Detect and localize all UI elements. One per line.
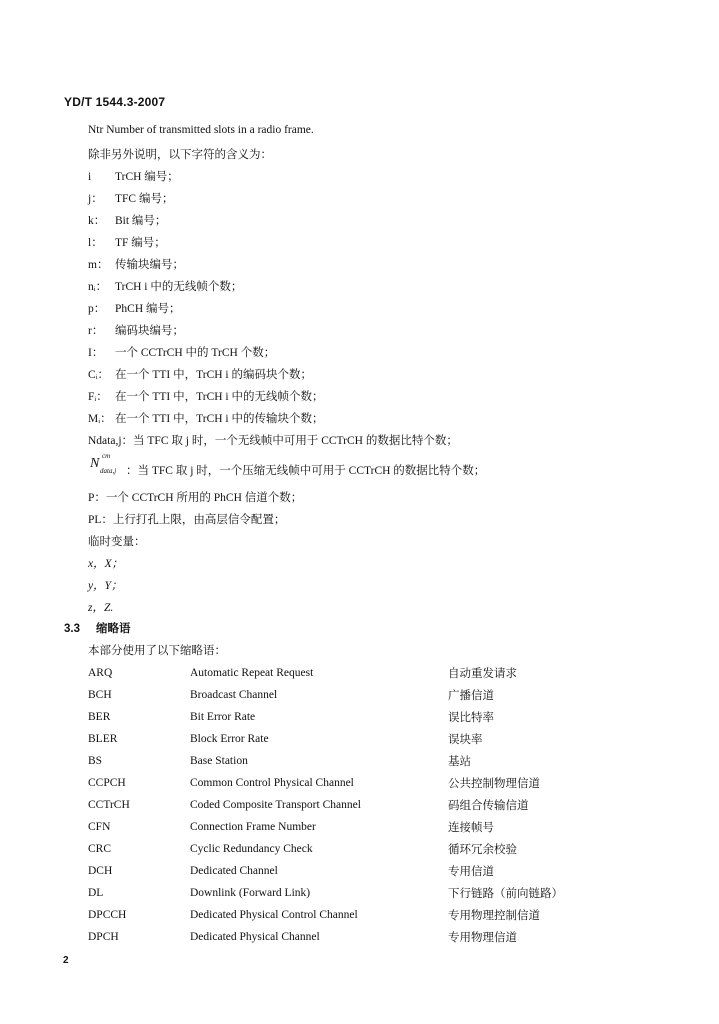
definition-pl: PL：上行打孔上限，由高层信令配置； (88, 514, 286, 526)
abbr-cell: CRC (88, 843, 112, 855)
english-cell: Block Error Rate (190, 733, 269, 745)
table-row (88, 816, 648, 838)
definition-symbol: k： (88, 215, 106, 227)
table-row (88, 772, 648, 794)
definition-item (88, 410, 324, 426)
definition-item (88, 168, 179, 184)
english-cell: Dedicated Physical Channel (190, 931, 320, 943)
chinese-cell: 码组合传输信道 (448, 800, 529, 812)
ntr-definition: Ntr Number of transmitted slots in a radio frame. (88, 124, 314, 136)
table-row (88, 662, 648, 684)
chinese-cell: 循环冗余校验 (448, 844, 517, 856)
table-row (88, 706, 648, 728)
chinese-cell: 专用物理信道 (448, 932, 517, 944)
english-cell: Automatic Repeat Request (190, 667, 314, 679)
temp-variable-x: x，X； (88, 558, 124, 570)
definition-symbol: Fᵢ： (88, 391, 108, 403)
english-cell: Cyclic Redundancy Check (190, 843, 313, 855)
english-cell: Broadcast Channel (190, 689, 278, 701)
section-number: 3.3 (64, 623, 80, 635)
abbr-cell: CCTrCH (88, 799, 130, 811)
definition-symbol: j： (88, 193, 103, 205)
section-intro: 本部分使用了以下缩略语： (88, 645, 226, 657)
definition-item (88, 388, 324, 404)
table-row (88, 750, 648, 772)
definition-item (88, 278, 242, 294)
english-cell: Connection Frame Number (190, 821, 316, 833)
definition-text: 当 TFC 取 j 时，一个无线帧中可用于 CCTrCH 的数据比特个数； (133, 435, 458, 447)
definitions-intro: 除非另外说明，以下字符的含义为： (88, 149, 272, 161)
abbreviation-table (88, 662, 648, 948)
page-number: 2 (63, 955, 69, 966)
definition-text: 在一个 TTI 中，TrCH i 中的传输块个数； (115, 413, 324, 425)
definition-text: 编码块编号； (115, 325, 184, 337)
english-cell: Coded Composite Transport Channel (190, 799, 361, 811)
definition-p: P：一个 CCTrCH 所用的 PhCH 信道个数； (88, 492, 303, 504)
abbr-cell: BLER (88, 733, 118, 745)
abbr-cell: BCH (88, 689, 112, 701)
section-heading (64, 620, 131, 636)
table-row (88, 728, 648, 750)
chinese-cell: 广播信道 (448, 690, 494, 702)
chinese-cell: 误块率 (448, 734, 483, 746)
table-row (88, 926, 648, 948)
definition-item (88, 256, 184, 272)
definition-text: TrCH 编号； (115, 171, 179, 183)
english-cell: Bit Error Rate (190, 711, 256, 723)
temp-variable-y: y，Y； (88, 580, 123, 592)
chinese-cell: 专用物理控制信道 (448, 910, 540, 922)
chinese-cell: 误比特率 (448, 712, 494, 724)
chinese-cell: 公共控制物理信道 (448, 778, 540, 790)
abbr-cell: BER (88, 711, 111, 723)
definition-text: PhCH 编号； (115, 303, 181, 315)
document-header: YD/T 1544.3-2007 (64, 95, 166, 109)
definition-text: 在一个 TTI 中，TrCH i 中的无线帧个数； (115, 391, 324, 403)
abbr-cell: BS (88, 755, 103, 767)
definition-symbol: Mᵢ： (88, 413, 112, 425)
chinese-cell: 专用信道 (448, 866, 494, 878)
definition-text: 在一个 TTI 中，TrCH i 的编码块个数； (115, 369, 312, 381)
definition-text: TFC 编号； (115, 193, 174, 205)
definition-text: 传输块编号； (115, 259, 184, 271)
definition-symbol: r： (88, 325, 104, 337)
table-row (88, 860, 648, 882)
definition-symbol: p： (88, 303, 106, 315)
abbr-cell: ARQ (88, 667, 113, 679)
abbr-cell: DCH (88, 865, 113, 877)
abbr-cell: CCPCH (88, 777, 126, 789)
abbr-cell: DPCH (88, 931, 119, 943)
chinese-cell: 连接帧号 (448, 822, 494, 834)
section-title: 缩略语 (96, 623, 131, 635)
abbr-cell: DPCCH (88, 909, 127, 921)
table-row (88, 904, 648, 926)
english-cell: Base Station (190, 755, 248, 767)
definition-symbol: nᵢ： (88, 281, 108, 293)
english-cell: Common Control Physical Channel (190, 777, 354, 789)
abbr-cell: DL (88, 887, 104, 899)
chinese-cell: 基站 (448, 756, 471, 768)
definition-symbol: m： (88, 259, 109, 271)
temp-variables-label: 临时变量： (88, 536, 146, 548)
definition-item (88, 212, 166, 228)
definition-item (88, 366, 312, 382)
definition-text: TrCH i 中的无线帧个数； (115, 281, 243, 293)
definition-symbol: Cᵢ： (88, 369, 110, 381)
definition-symbol: i (88, 171, 92, 183)
definition-item (88, 190, 173, 206)
definition-text: Bit 编号； (115, 215, 167, 227)
definition-item (88, 432, 458, 448)
abbr-cell: CFN (88, 821, 111, 833)
english-cell: Downlink (Forward Link) (190, 887, 311, 899)
definition-symbol: Ndata,j： (88, 435, 134, 447)
temp-variable-z: z，Z. (88, 602, 114, 614)
definition-item (88, 344, 275, 360)
definition-text: TF 编号； (115, 237, 166, 249)
table-row (88, 838, 648, 860)
definition-item-compressed (88, 452, 486, 478)
table-row (88, 794, 648, 816)
chinese-cell: 自动重发请求 (448, 668, 517, 680)
definition-item (88, 234, 166, 250)
table-row (88, 882, 648, 904)
chinese-cell: 下行链路（前向链路） (448, 888, 563, 900)
english-cell: Dedicated Channel (190, 865, 278, 877)
definition-symbol: l： (88, 237, 103, 249)
definition-text: 一个 CCTrCH 中的 TrCH 个数； (115, 347, 276, 359)
compressed-symbol: N cm data,j (90, 452, 117, 475)
table-row (88, 684, 648, 706)
definition-item (88, 300, 181, 316)
definition-item (88, 322, 184, 338)
definition-text: ：当 TFC 取 j 时，一个压缩无线帧中可用于 CCTrCH 的数据比特个数； (126, 465, 486, 477)
definition-symbol: I： (88, 347, 104, 359)
english-cell: Dedicated Physical Control Channel (190, 909, 358, 921)
